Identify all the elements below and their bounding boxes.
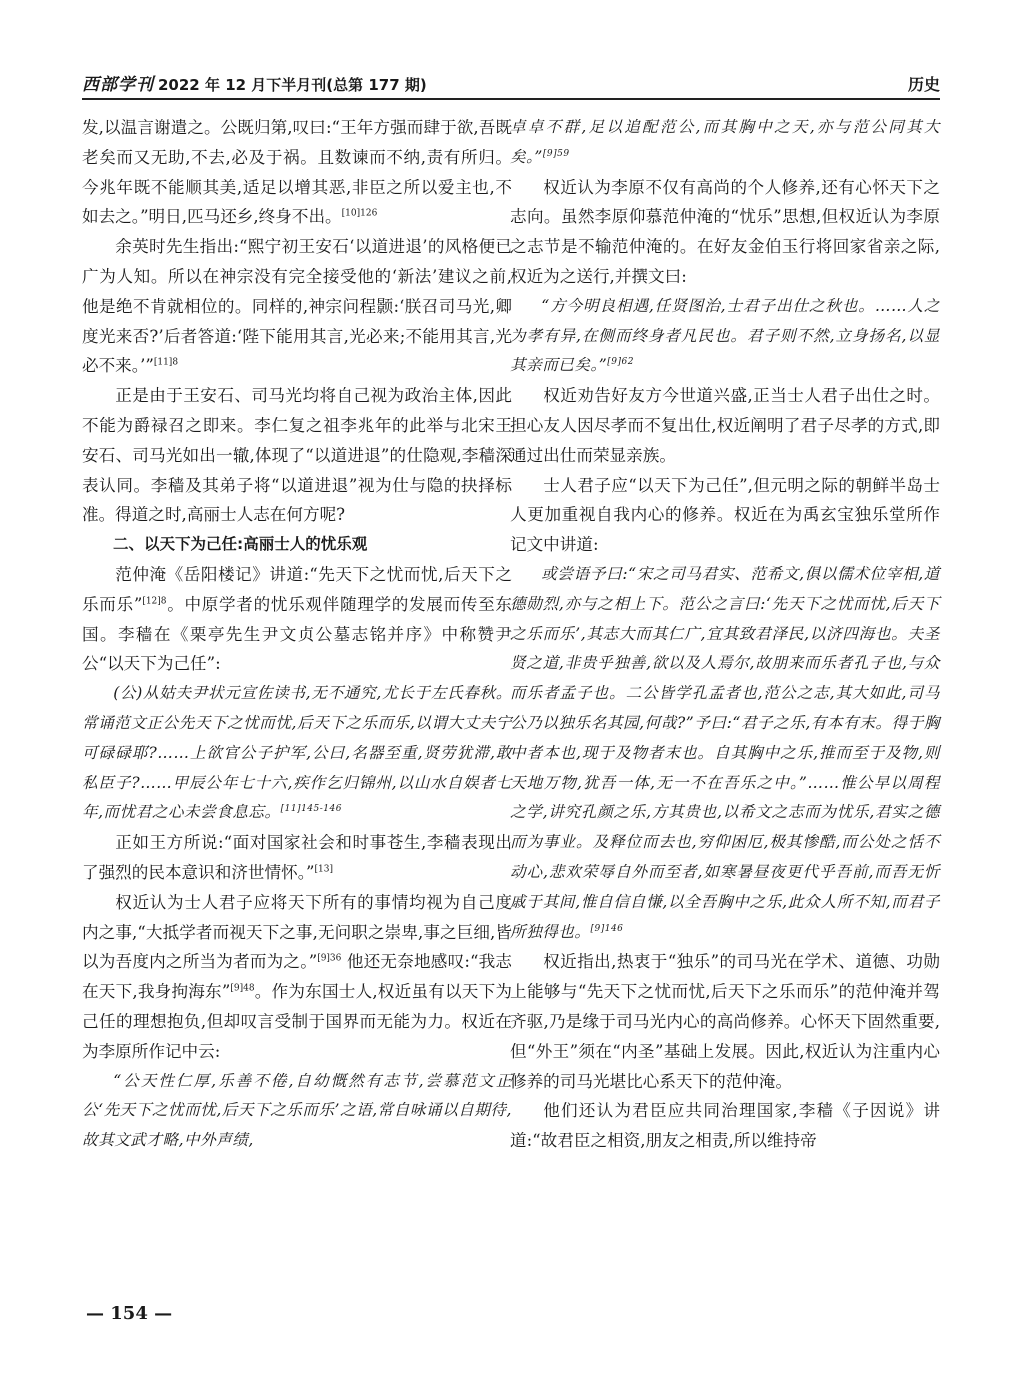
citation: [9]36 <box>317 953 342 964</box>
paragraph: 权近指出,热衷于“独乐”的司马光在学术、道德、功勋上能够与“先天下之忧而忧,后天下之乐而乐”的范仲淹并驾齐驱,乃是缘于司马光内心的高尚修养。心怀天下固然重要,但“外王”须在“内圣”基础上发展。因此,权近认为注重内心修养的司马光堪比心系天下的范仲淹。 <box>510 952 940 1091</box>
journal-logo: 西部学刊 <box>82 75 154 95</box>
block-quote: (公)从姑夫尹状元宣佐读书,无不通究,尤长于左氏春秋。常诵范文正公先天下之忧而忧,后天下之乐而乐,以谓大丈夫宁可碌碌耶?……上欲官公子护军,公曰,名器至重,贤劳犹滞,敢私臣子?……甲辰公年七十六,疾作乞归锦州,以山水自娱者七年,而忧君之心未尝食息忘。$^{[11]145-146}$ <box>82 684 512 822</box>
paragraph: 士人君子应“以天下为己任”,但元明之际的朝鲜半岛士人更加重视自我内心的修养。权近在为禹玄宝独乐堂所作记文中讲道: <box>510 475 940 555</box>
citation: [10]126 <box>341 208 378 219</box>
citation: [11]145-146 <box>280 804 342 815</box>
section-label: 历史 <box>907 75 940 94</box>
block-quote: “方今明良相遇,任贤图治,士君子出仕之秋也。……人之为孝有异,在侧而终身者凡民也。君子则不然,立身扬名,以显其亲而已矣。”$^{[9]62}$ <box>510 296 940 375</box>
citation: [12]8 <box>142 596 167 607</box>
citation: [9]48 <box>230 983 255 994</box>
citation: [13] <box>314 864 333 875</box>
section-heading: 二、以天下为己任:高丽士人的忧乐观 <box>113 535 368 554</box>
paragraph: 余英时先生指出:“熙宁初王安石‘以道进退’的风格便已广为人知。所以在神宗没有完全接受他的‘新法’建议之前,他是绝不肯就相位的。同样的,神宗问程颢:‘朕召司马光,卿度光来否?’后者答道:‘陛下能用其言,光必来;不能用其言,光必不来。’”$^{[11]8}$ <box>82 237 512 376</box>
block-quote: 卓卓不群,足以追配范公,而其胸中之天,亦与范公同其大矣。”$^{[9]59}$ <box>510 118 940 166</box>
citation: [11]8 <box>153 357 179 368</box>
paragraph: 正如王方所说:“面对国家社会和时事苍生,李穑表现出了强烈的民本意识和济世情怀。”[13] <box>82 833 512 882</box>
block-quote: “公天性仁厚,乐善不倦,自幼慨然有志节,尝慕范文正公‘先天下之忧而忧,后天下之乐而乐’之语,常自咏诵以自期待,故其文武才略,中外声绩, <box>82 1071 512 1150</box>
left-column <box>82 113 512 1156</box>
page-header <box>82 68 940 100</box>
paragraph: 正是由于王安石、司马光均将自己视为政治主体,因此不能为爵禄召之即来。李仁复之祖李兆年的此举与北宋王安石、司马光如出一辙,体现了“以道进退”的仕隐观,李穑深表认同。李穑及其弟子将“以道进退”视为仕与隐的抉择标准。得道之时,高丽士人志在何方呢? <box>82 386 512 525</box>
paragraph: 范仲淹《岳阳楼记》讲道:“先天下之忧而忧,后天下之乐而乐”$^{[12]8}$。中原学者的忧乐观伴随理学的发展而传至东国。李穑在《栗亭先生尹文贞公墓志铭并序》中称赞尹公“以天下为己任”: <box>82 564 513 674</box>
citation: [9]62 <box>607 357 634 368</box>
citation: [9]146 <box>590 923 624 934</box>
paragraph: 权近认为士人君子应将天下所有的事情均视为自己度内之事,“大抵学者而视天下之事,无问职之崇卑,事之巨细,皆以为吾度内之所当为者而为之。”$^{[9]36}$ 他还无奈地感叹:“我志在天下,我身拘海东”$^{[9]48}$。作为东国士人,权近虽有以天下为己任的理想抱负,但却叹言受制于国界而无能为力。权近在为李原所作记中云: <box>82 892 512 1061</box>
paragraph: 权近劝告好友方今世道兴盛,正当士人君子出仕之时。担心友人因尽孝而不复出仕,权近阐明了君子尽孝的方式,即通过出仕而荣显亲族。 <box>510 386 940 465</box>
paragraph: 发,以温言谢遣之。公既归第,叹曰:“王年方强而肆于欲,吾既老矣而又无助,不去,必及于祸。且数谏而不纳,责有所归。今兆年既不能顺其美,适足以增其恶,非臣之所以爱主也,不如去之。”明日,匹马还乡,终身不出。$^{[10]126}$ <box>82 118 512 227</box>
issue-info: 2022 年 12 月下半月刊(总第 177 期) <box>158 76 427 94</box>
paragraph: 他们还认为君臣应共同治理国家,李穑《子因说》讲道:“故君臣之相资,朋友之相责,所以维持帝 <box>510 1101 940 1151</box>
right-column <box>510 113 940 1156</box>
paragraph: 权近认为李原不仅有高尚的个人修养,还有心怀天下之志向。虽然李原仰慕范仲淹的“忧乐”思想,但权近认为李原之志节是不输范仲淹的。在好友金伯玉行将回家省亲之际,权近为之送行,并撰文曰: <box>510 177 940 286</box>
page-number: — 154 — <box>86 1303 173 1324</box>
citation: [9]59 <box>542 148 570 159</box>
masthead <box>82 70 427 98</box>
block-quote: 或尝语予曰:“宋之司马君实、范希文,俱以儒术位宰相,道德勋烈,亦与之相上下。范公之言曰:‘先天下之忧而忧,后天下之乐而乐’,其志大而其仁广,宜其致君泽民,以济四海也。夫圣贤之道,非贵乎独善,欲以及人焉尔,故朋来而乐者孔子也,与众而乐者孟子也。二公皆学孔孟者也,范公之志,其大如此,司马公乃以独乐名其园,何哉?”予曰:“君子之乐,有本有末。得于胸中者本也,现于及物者末也。自其胸中之乐,推而至于及物,则天地万物,犹吾一体,无一不在吾乐之中。”……惟公早以周程之学,讲究孔颜之乐,方其贵也,以希文之志而为忧乐,君实之德而为事业。及释位而去也,穷仰困厄,极其惨酷,而公处之恬不动心,悲欢荣辱自外而至者,如寒暑昼夜更代乎吾前,而吾无忻戚于其间,惟自信自慊,以全吾胸中之乐,此众人所不知,而君子所独得也。$^{[9]146}$ <box>510 564 940 941</box>
